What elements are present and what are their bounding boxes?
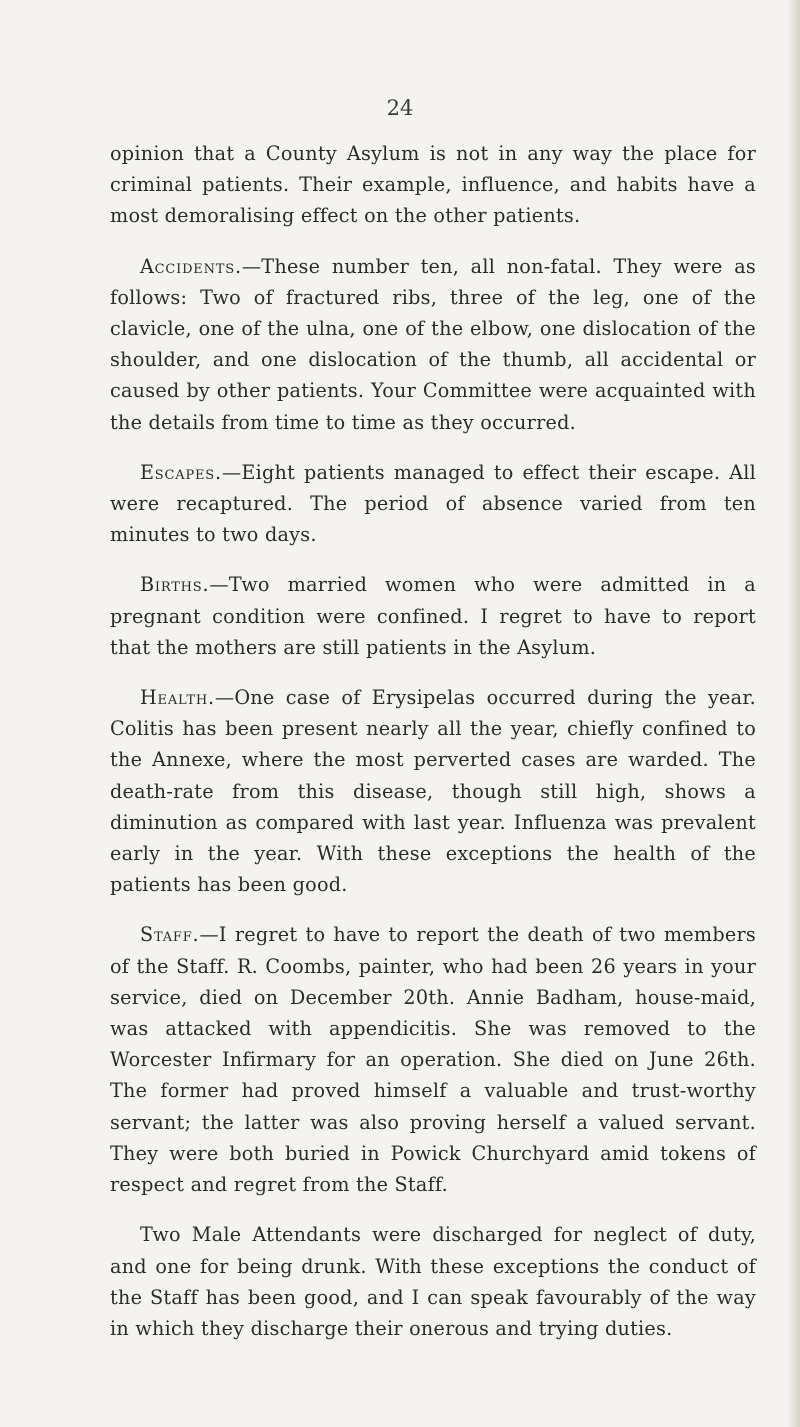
paragraph-staff (110, 919, 756, 1200)
paragraph-health (110, 682, 756, 900)
section-heading-staff: Staff. (140, 923, 200, 947)
paragraph-text: Two Male Attendants were discharged for neglect of duty, and one for being drunk. With these exceptions the conduct of the Staff has been good, and I can speak favourably of the way in which they discharge their onerous and trying duties. (110, 1223, 756, 1340)
page-edge-shadow (786, 0, 800, 1427)
page-number: 24 (386, 96, 414, 120)
section-heading-health: Health. (140, 686, 215, 710)
section-heading-accidents: Accidents. (140, 254, 242, 278)
paragraph-text: —One case of Erysipelas occurred during the year. Colitis has been present nearly all the year, chiefly confined to the Annexe, where the most perverted cases are warded. The death-rate from this disease, though still high, shows a diminution as compared with last year. Influenza was prevalent early in the year. With these exceptions the health of the patients has been good. (110, 686, 756, 897)
body-text (110, 138, 756, 1344)
paragraph-attendants (110, 1219, 756, 1344)
section-heading-escapes: Escapes. (140, 460, 222, 484)
paragraph-criminal-patients (110, 138, 756, 232)
paragraph-text: —These number ten, all non-fatal. They were as follows: Two of fractured ribs, three of the leg, one of the clavicle, one of the ulna, one of the elbow, one dislocation of the shoulder, and one dislocation of the thumb, all accidental or caused by other patients. Your Committee were acquainted with the details from time to time as they occurred. (110, 254, 756, 434)
paragraph-text: —Two married women who were admitted in a pregnant condition were confined. I regret to have to report that the mothers are still patients in the Asylum. (110, 573, 756, 659)
paragraph-text: —I regret to have to report the death of two members of the Staff. R. Coombs, painter, who had been 26 years in your service, died on December 20th. Annie Badham, house-maid, was attacked with appendicitis. She was removed to the Worcester Infirmary for an operation. She died on June 26th. The former had proved himself a valuable and trust-worthy servant; the latter was also proving herself a valued servant. They were both buried in Powick Churchyard amid tokens of respect and regret from the Staff. (110, 923, 756, 1197)
paragraph-escapes (110, 457, 756, 551)
section-heading-births: Births. (140, 573, 210, 597)
paragraph-births (110, 569, 756, 663)
paragraph-text: —Eight patients managed to effect their escape. All were recaptured. The period of absence varied from ten minutes to two days. (110, 460, 756, 547)
paragraph-accidents (110, 251, 756, 438)
paragraph-text: opinion that a County Asylum is not in any way the place for criminal patients. Their example, influence, and habits have a most demoralising effect on the other patients. (110, 142, 756, 228)
